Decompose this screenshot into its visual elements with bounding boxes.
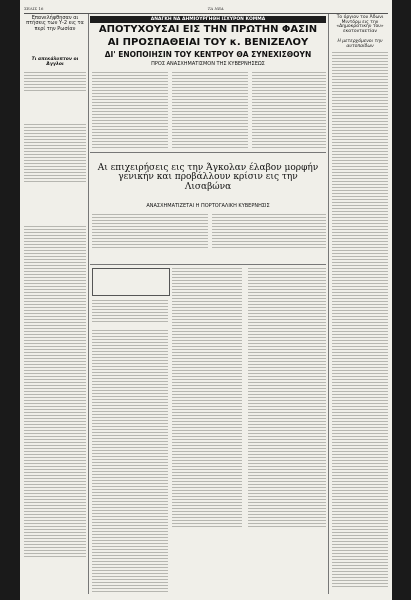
story-rule <box>90 152 326 153</box>
right-body <box>332 52 388 589</box>
second-body <box>92 214 208 250</box>
right-headline-1: Το όργιον του Άδωνι Μιντόρμ εις την «Δημοκρατικήν του» εκατονταετίαν <box>336 15 384 35</box>
main-subhead: ΠΡΟΣ ΑΝΑΣΧΗΜΑΤΙΣΜΟΝ ΤΗΣ ΚΥΒΕΡΝΗΣΕΩΣ <box>151 61 265 67</box>
center-body <box>92 300 168 324</box>
main-body-col-3 <box>252 72 326 150</box>
center-body <box>248 268 326 529</box>
boxed-headline <box>92 268 170 296</box>
main-body-col-2 <box>172 72 248 150</box>
center-body <box>172 268 242 529</box>
second-headline: Αι επιχειρήσεις εις την Άγκολαν έλαβον μορφήν γενικήν και προβάλλουν κρίσιν εις την Λισαβώνα <box>97 163 319 192</box>
main-body-col-1 <box>92 72 168 150</box>
second-body <box>212 214 326 250</box>
main-kicker: ΑΝΑΓΚΗ ΝΑ ΔΗΜΙΟΥΡΓΗΘΗ ΙΣΧΥΡΟΝ ΚΟΜΜΑ <box>90 16 326 23</box>
story-rule <box>90 264 326 265</box>
page-number: ΣΕΛΙΣ 16 <box>24 5 44 11</box>
left-body <box>24 226 86 559</box>
main-headline-3: ΔΙ' ΕΝΟΠΟΙΗΣΙΝ ΤΟΥ ΚΕΝΤΡΟΥ ΘΑ ΣΥΝΕΧΙΣΘΟΥΝ <box>104 50 312 59</box>
paper-name: ΤΑ ΝΕΑ <box>207 5 224 11</box>
table-listing <box>92 330 168 594</box>
right-headline-2: Η μετερχόμενοι την αυτοπαίδων <box>337 39 383 49</box>
left-headline-1: Επανελήφθησαν αι πτήσεις των Υ-2 εις τα περί την Ρωσίαν <box>26 15 84 32</box>
main-headline-2: ΑΙ ΠΡΟΣΠΑΘΕΙΑΙ ΤΟΥ κ. ΒΕΝΙΖΕΛΟΥ <box>107 37 309 48</box>
left-body <box>24 124 86 184</box>
second-subhead: ΑΝΑΣΧΗΜΑΤΙΖΕΤΑΙ Η ΠΟΡΤΟΓΑΛΙΚΗ ΚΥΒΕΡΝΗΣΙΣ <box>146 203 270 209</box>
left-headline-2: Τι απεκάλυπτον οι Άγγλοι <box>31 57 79 67</box>
main-headline-1: ΑΠΟΤΥΧΟΥΣΑΙ ΕΙΣ ΤΗΝ ΠΡΩΤΗΝ ΦΑΣΙΝ <box>98 24 318 35</box>
column-rule <box>88 14 89 594</box>
masthead <box>24 3 388 14</box>
newspaper-page <box>20 0 392 600</box>
left-body <box>24 72 86 93</box>
column-rule <box>328 14 329 594</box>
